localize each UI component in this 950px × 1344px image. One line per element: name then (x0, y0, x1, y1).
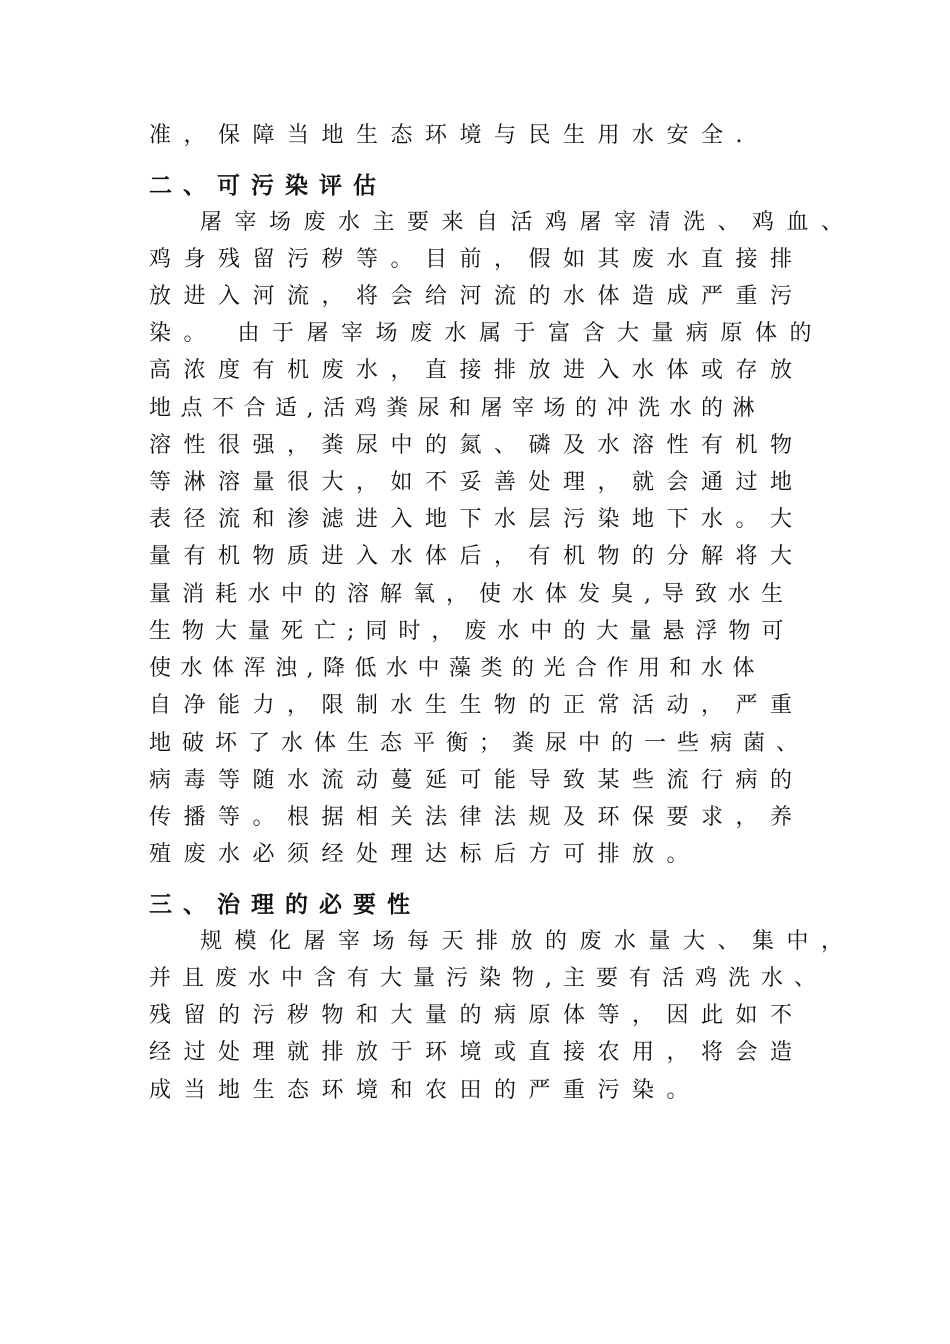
section-2-paragraph-line: 病毒等随水流动蔓延可能导致某些流行病的 (149, 768, 805, 793)
section-2-paragraph-line: 传播等。根据相关法律法规及环保要求，养 (149, 805, 805, 830)
section-2-paragraph-line: 量消耗水中的溶解氧，使水体发臭,导致水生 (149, 582, 794, 607)
section-2-paragraph-line: 溶性很强，粪尿中的氮、磷及水溶性有机物 (149, 433, 805, 458)
section-3-paragraph-line: 经过处理就排放于环境或直接农用，将会造 (149, 1040, 805, 1065)
section-2-paragraph-line: 屠宰场废水主要来自活鸡屠宰清洗、鸡血、 (200, 210, 856, 235)
section-2-paragraph-line: 地破坏了水体生态平衡；粪尿中的一些病菌、 (149, 731, 810, 756)
section-2-paragraph-line: 使水体浑浊,降低水中藻类的光合作用和水体 (149, 656, 764, 681)
section-3-paragraph-line: 规模化屠宰场每天排放的废水量大、集中， (200, 929, 856, 954)
section-2-paragraph-line: 自净能力，限制水生生物的正常活动，严重 (149, 693, 805, 718)
section-2-paragraph-line: 放进入河流，将会给河流的水体造成严重污 (149, 284, 805, 309)
intro-line: 准，保障当地生态环境与民生用水安全. (149, 123, 755, 148)
section-2-heading: 二、可污染评估 (149, 172, 387, 199)
section-2-paragraph-line: 地点不合适,活鸡粪尿和屠宰场的冲洗水的淋 (149, 396, 764, 421)
section-2-paragraph-line: 鸡身残留污秽等。目前，假如其废水直接排 (149, 247, 805, 272)
section-2-paragraph-line: 生物大量死亡;同时，废水中的大量悬浮物可 (149, 619, 795, 644)
section-2-paragraph-line: 高浓度有机废水，直接排放进入水体或存放 (149, 358, 805, 383)
section-2-paragraph-line: 染。 由于屠宰场废水属于富含大量病原体的 (149, 321, 824, 346)
section-2-paragraph-line: 量有机物质进入水体后，有机物的分解将大 (149, 544, 805, 569)
section-2-paragraph-line: 表径流和渗滤进入地下水层污染地下水。大 (149, 507, 805, 532)
section-3-paragraph-line: 残留的污秽物和大量的病原体等，因此如不 (149, 1003, 805, 1028)
section-2-paragraph-line: 殖废水必须经处理达标后方可排放。 (149, 842, 702, 867)
section-3-heading: 三、治理的必要性 (149, 891, 421, 918)
section-2-paragraph-line: 等淋溶量很大，如不妥善处理，就会通过地 (149, 470, 805, 495)
section-3-paragraph-line: 并且废水中含有大量污染物,主要有活鸡洗水、 (149, 966, 827, 991)
section-3-paragraph-line: 成当地生态环境和农田的严重污染。 (149, 1078, 702, 1103)
